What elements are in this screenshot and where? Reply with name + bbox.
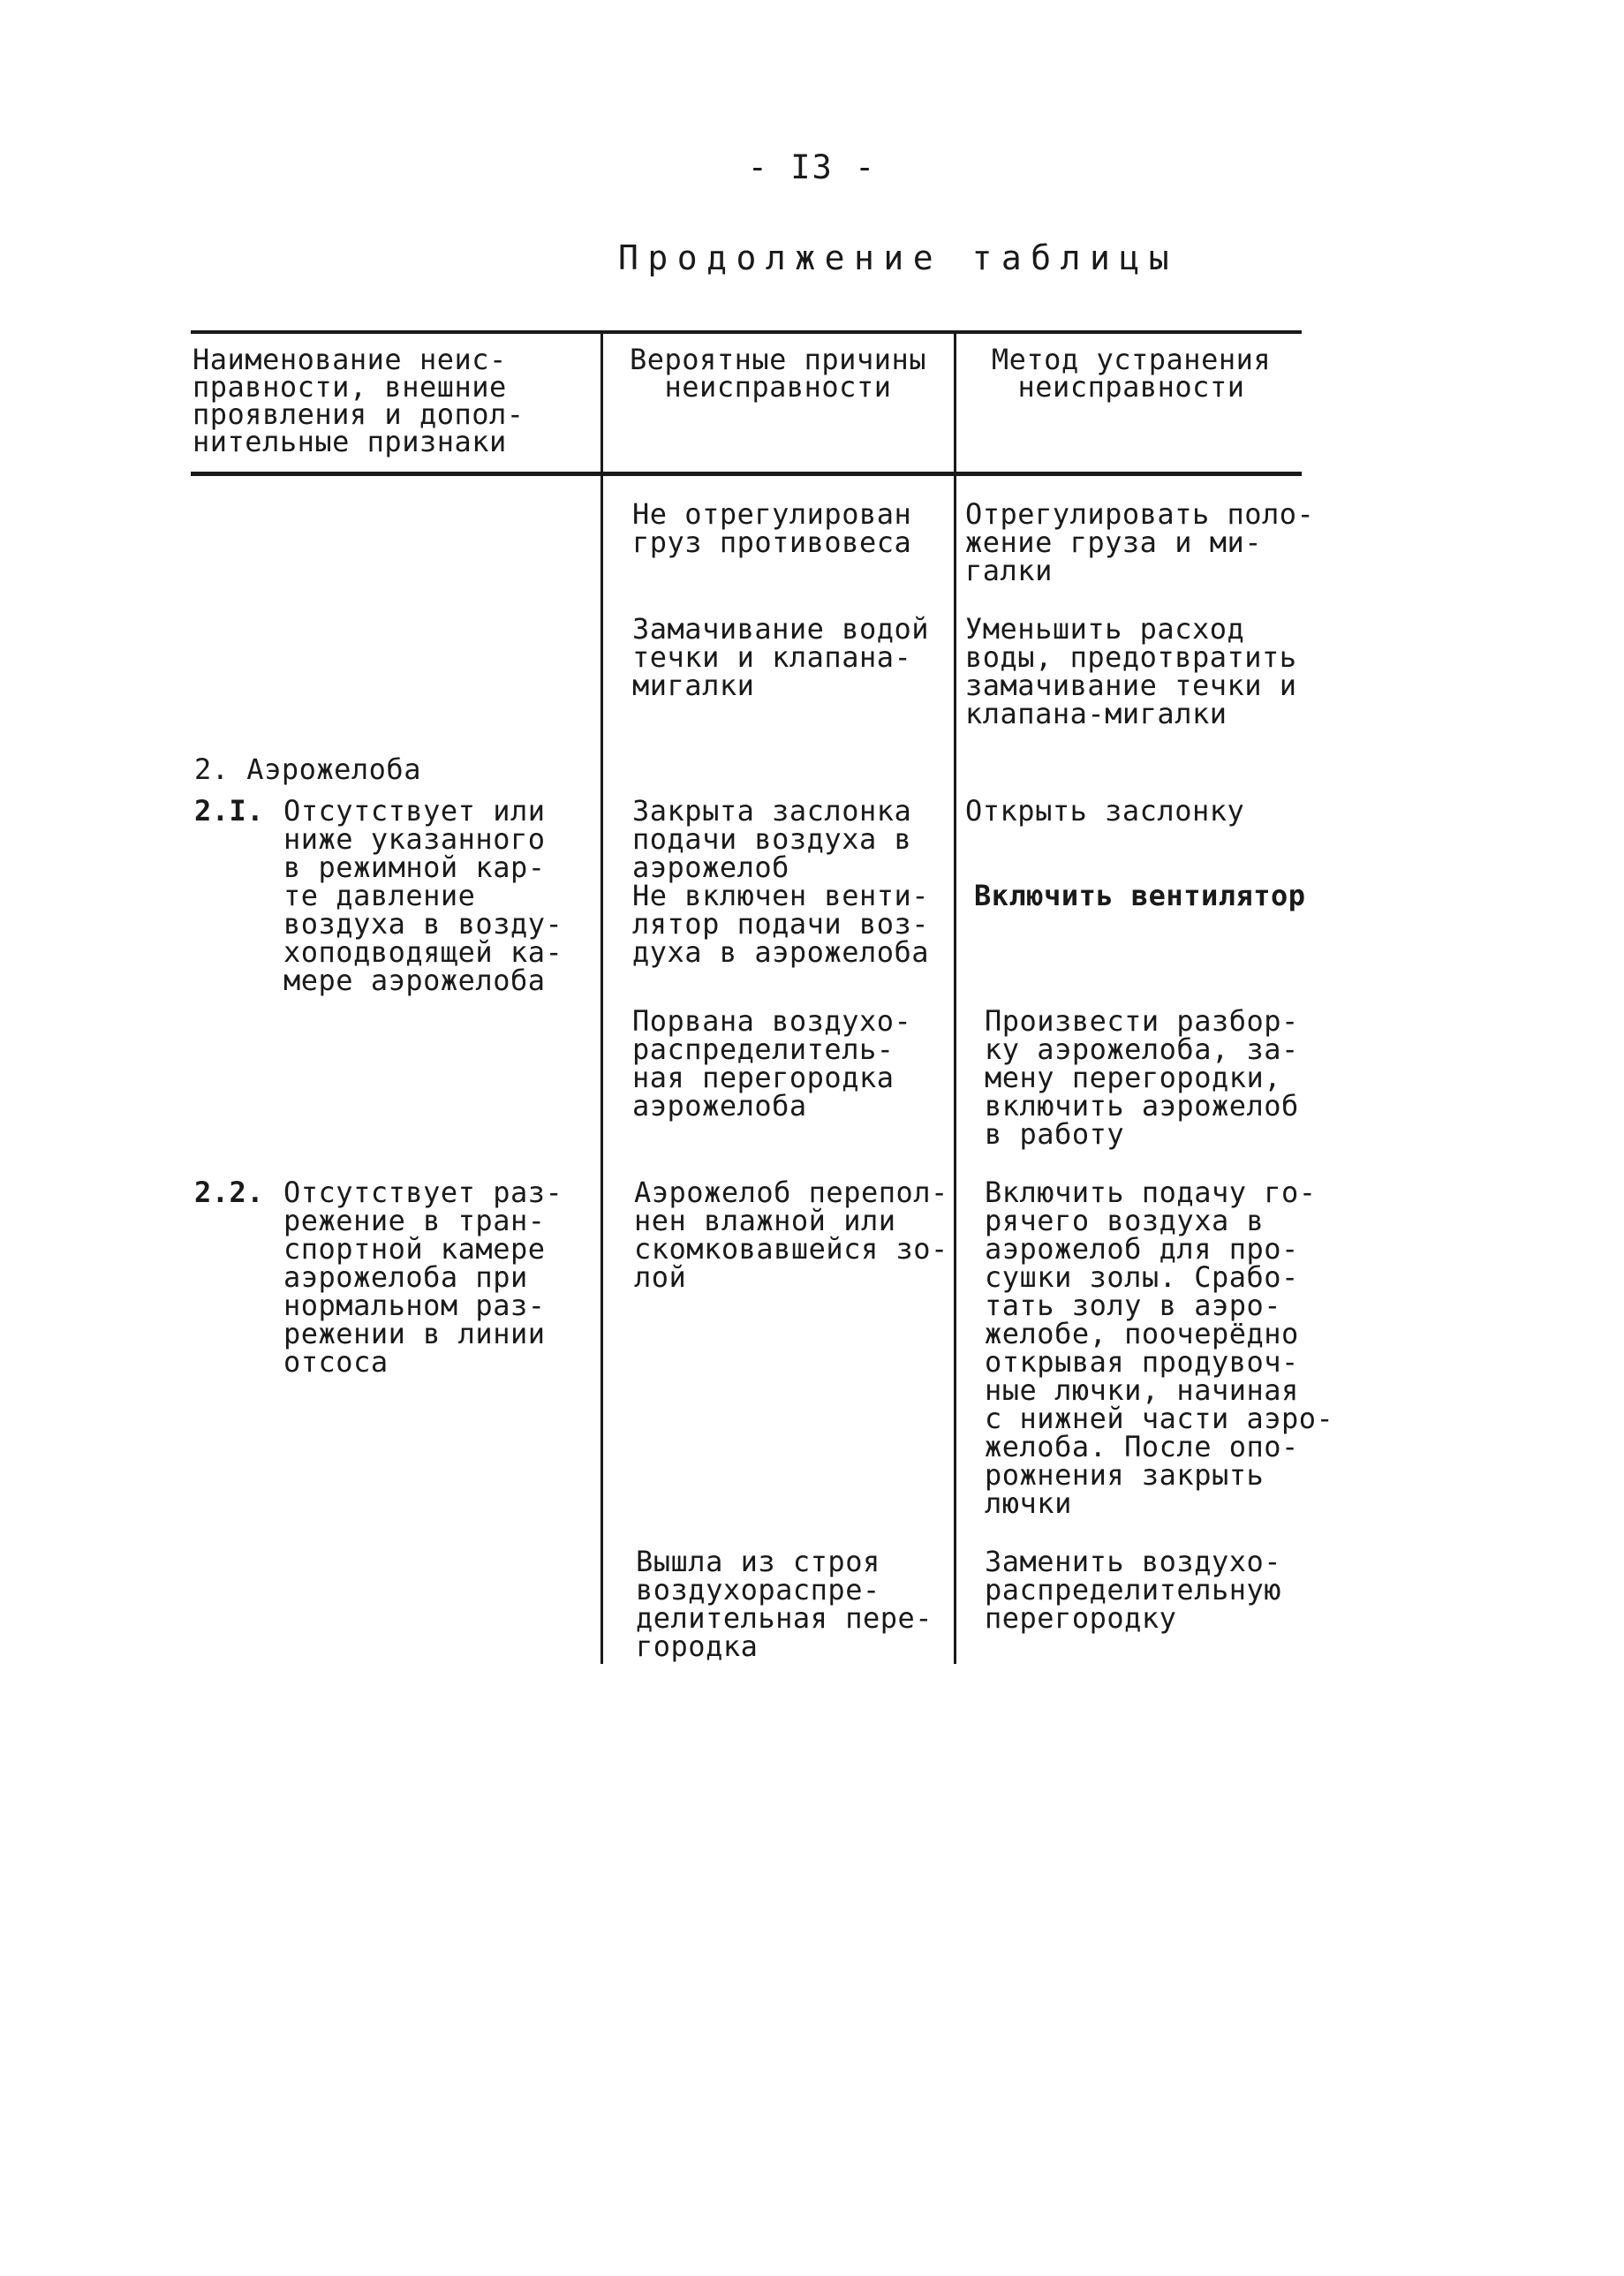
item-number: 2.I. <box>194 794 265 828</box>
header-fault-name: Наименование неис- правности, внешние проявления и допол- нительные признаки <box>193 343 525 458</box>
column-divider-1 <box>601 330 603 1664</box>
remedy-cell: Заменить воздухо- распределительную перегородку <box>985 1545 1282 1635</box>
remedy-cell: Произвести разбор- ку аэрожелоба, за- мену перегородки, включить аэрожелоб в работу <box>985 1004 1299 1151</box>
item-number: 2.2. <box>194 1176 265 1209</box>
fault-description: Отсутствует раз- режение в тран- спортной камере аэрожелоба при нормальном раз- режении в линии отсоса <box>283 1176 563 1379</box>
cause-cell: Аэрожелоб перепол- нен влажной или скомковавшейся зо- лой <box>634 1176 948 1294</box>
cause-cell: Закрыта заслонка подачи воздуха в аэрожелоб <box>632 794 912 884</box>
cause-cell: Порвана воздухо- распределитель- ная перегородка аэрожелоба <box>632 1004 912 1123</box>
page-number: - I3 - <box>747 148 877 186</box>
table-header-rule <box>191 472 1302 476</box>
column-divider-2 <box>954 330 956 1664</box>
cause-cell: Вышла из строя воздухораспре- делительная пере- городка <box>636 1545 933 1663</box>
fault-description: Отсутствует или ниже указанного в режимной кар- те давление воздуха в возду- хоподводящей ка- мере аэрожелоба <box>283 794 563 997</box>
remedy-cell: Открыть заслонку <box>965 794 1245 828</box>
remedy-cell: Включить вентилятор <box>974 879 1306 912</box>
header-remedy-method: Метод устранения неисправности <box>991 343 1272 404</box>
cause-cell: Замачивание водой течки и клапана- мигалки <box>632 612 930 702</box>
cause-cell: Не отрегулирован груз противовеса <box>632 497 912 559</box>
remedy-cell: Включить подачу го- рячего воздуха в аэрожелоб для про- сушки золы. Срабо- тать золу в аэро- желобе, поочерёдно открывая продувоч- ные лючки, начиная с нижней части аэро- желоба. После опо- рожнения закрыть лючки <box>985 1176 1334 1520</box>
remedy-cell: Уменьшить расход воды, предотвратить замачивание течки и клапана-мигалки <box>965 612 1297 730</box>
cause-cell: Не включен венти- лятор подачи воз- духа в аэрожелоба <box>632 879 930 969</box>
section-title: 2. Аэрожелоба <box>194 752 421 786</box>
remedy-cell: Отрегулировать поло- жение груза и ми- галки <box>965 497 1315 587</box>
table-continuation-label: Продолжение таблицы <box>618 238 1179 277</box>
table-top-rule <box>191 330 1302 334</box>
header-probable-causes: Вероятные причины неисправности <box>629 343 926 404</box>
